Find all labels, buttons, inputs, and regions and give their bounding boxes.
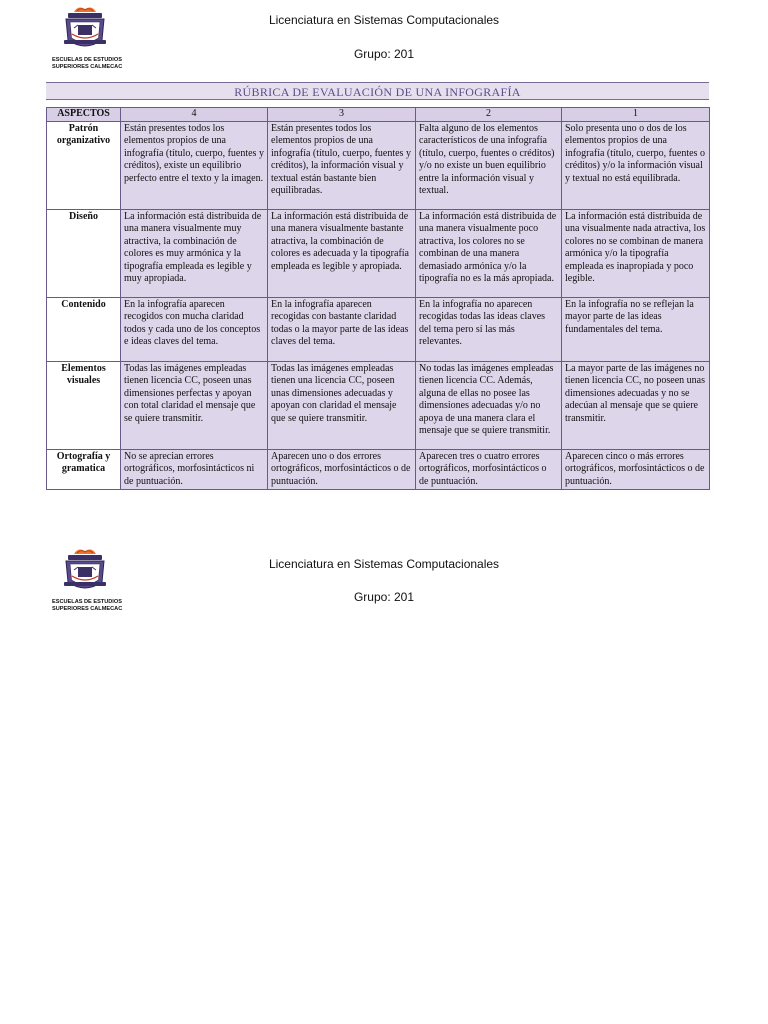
table-cell: En la infografía aparecen recogidos con mucha claridad todos y cada uno de los conceptos e ideas claves del tema. [121, 298, 268, 362]
table-header-row [47, 108, 710, 122]
row-aspect: Diseño [47, 210, 121, 298]
table-row [47, 210, 710, 298]
table-cell: No se aprecian errores ortográficos, morfosintácticos ni de puntuación. [121, 450, 268, 490]
table-cell: Todas las imágenes empleadas tienen una licencia CC, poseen unas dimensiones adecuadas y apoyan con claridad el mensaje que se quiere transmitir. [268, 362, 416, 450]
table-cell: En la infografía no se reflejan la mayor parte de las ideas fundamentales del tema. [562, 298, 710, 362]
row-aspect: Contenido [47, 298, 121, 362]
table-cell: No todas las imágenes empleadas tienen licencia CC. Además, alguna de ellas no posee las dimensiones adecuadas y/o no apoya de una manera clara el mensaje que se quiere transmitir. [416, 362, 562, 450]
table-cell: Falta alguno de los elementos característicos de una infografía (título, cuerpo, fuentes o créditos) y/o no existe un buen equilibrio entre la información visual y textual. [416, 122, 562, 210]
column-header-score-1: 1 [562, 108, 710, 122]
page-title-second: Licenciatura en Sistemas Computacionales [268, 557, 500, 571]
column-header-score-4: 4 [121, 108, 268, 122]
table-row [47, 450, 710, 490]
table-cell: La información está distribuida de una manera visualmente bastante atractiva, la combinación de colores es adecuada y la tipografía empleada es legible y apropiada. [268, 210, 416, 298]
group-label: Grupo: 201 [353, 47, 415, 61]
logo-caption-line1: ESCUELAS DE ESTUDIOS [52, 57, 122, 63]
column-header-score-2: 2 [416, 108, 562, 122]
school-crest-icon [52, 546, 118, 596]
table-cell: La información está distribuida de una manera visualmente muy atractiva, la combinación de colores es muy armónica y la tipografía empleada es legible y muy apropiada. [121, 210, 268, 298]
table-row [47, 122, 710, 210]
table-cell: En la infografía aparecen recogidas con bastante claridad todas o la mayor parte de las ideas claves del tema. [268, 298, 416, 362]
row-aspect: Elementos visuales [47, 362, 121, 450]
table-cell: Aparecen cinco o más errores ortográficos, morfosintácticos o de puntuación. [562, 450, 710, 490]
row-aspect: Patrón organizativo [47, 122, 121, 210]
rubric [46, 82, 709, 490]
rubric-title: RÚBRICA DE EVALUACIÓN DE UNA INFOGRAFÍA [46, 82, 709, 100]
row-aspect: Ortografía y gramatica [47, 450, 121, 490]
table-cell: La mayor parte de las imágenes no tienen licencia CC, no poseen unas dimensiones adecuadas y no se adecúan al mensaje que se quiere transmitir. [562, 362, 710, 450]
logo-caption-line2: SUPERIORES CALMECAC [52, 63, 123, 70]
table-cell: Todas las imágenes empleadas tienen licencia CC, poseen unas dimensiones perfectas y apoyan con total claridad el mensaje que se quiere transmitir. [121, 362, 268, 450]
table-cell: Aparecen tres o cuatro errores ortográficos, morfosintácticos o de puntuación. [416, 450, 562, 490]
table-cell: Están presentes todos los elementos propios de una infografía (título, cuerpo, fuentes y créditos), la información visual y textual están bastante bien equilibradas. [268, 122, 416, 210]
table-row [47, 362, 710, 450]
column-header-score-3: 3 [268, 108, 416, 122]
table-cell: La información está distribuida de una visualmente nada atractiva, los colores no se combinan de manera armónica y/o la tipografía empleada es inapropiada y poco legible. [562, 210, 710, 298]
table-cell: La información está distribuida de una manera visualmente poco atractiva, los colores no se combinan de una manera demasiado armónica y/o la tipografía no es la más apropiada. [416, 210, 562, 298]
table-cell: Solo presenta uno o dos de los elementos propios de una infografía (título, cuerpo, fuentes o créditos) y/o la información visual y textual no está equilibrada. [562, 122, 710, 210]
column-header-aspects: ASPECTOS [47, 108, 121, 122]
table-cell: Aparecen uno o dos errores ortográficos, morfosintácticos o de puntuación. [268, 450, 416, 490]
rubric-table [46, 107, 710, 490]
page-title: Licenciatura en Sistemas Computacionales [268, 13, 500, 27]
group-label-second: Grupo: 201 [353, 590, 415, 604]
logo-caption-line2: SUPERIORES CALMECAC [52, 605, 123, 612]
table-cell: En la infografía no aparecen recogidas todas las ideas claves del tema pero sí las más relevantes. [416, 298, 562, 362]
logo-caption-line1: ESCUELAS DE ESTUDIOS [52, 599, 122, 605]
table-row [47, 298, 710, 362]
table-cell: Están presentes todos los elementos propios de una infografía (título, cuerpo, fuentes y créditos), existe un equilibrio perfecto entre el texto y la imagen. [121, 122, 268, 210]
